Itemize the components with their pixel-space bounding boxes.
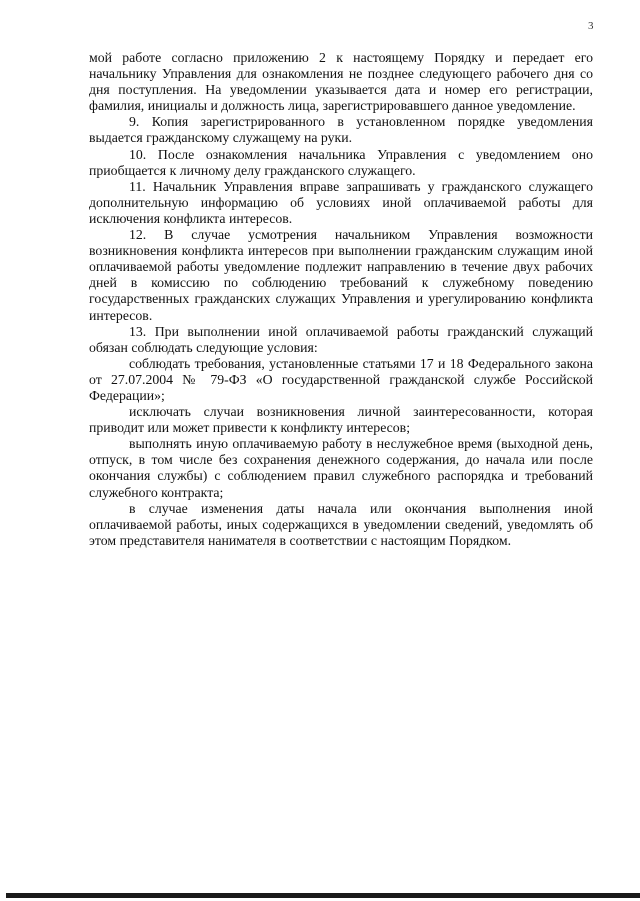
document-body	[89, 50, 593, 549]
paragraph-condition-3: выполнять иную оплачиваемую работу в неслужебное время (выходной день, отпуск, в том числе без сохранения денежного содержания, до начала или после окончания службы) с соблюдением правил служебного распорядка и требований служебного контракта;	[89, 436, 593, 500]
paragraph-item-13: 13. При выполнении иной оплачиваемой работы гражданский служащий обязан соблюдать следующие условия:	[89, 323, 593, 355]
paragraph-condition-1: соблюдать требования, установленные статьями 17 и 18 Федерального закона от 27.07.2004 № 79-ФЗ «О государственной гражданской службе Российской Федерации»;	[89, 355, 593, 403]
bottom-divider-line	[6, 893, 640, 898]
paragraph-item-11: 11. Начальник Управления вправе запрашивать у гражданского служащего дополнительную информацию об условиях иной оплачиваемой работы для исключения конфликта интересов.	[89, 178, 593, 226]
paragraph-condition-4: в случае изменения даты начала или окончания выполнения иной оплачиваемой работы, иных содержащихся в уведомлении сведений, уведомлять об этом представителя нанимателя в соответствии с настоящим Порядком.	[89, 500, 593, 548]
scan-bottom-edge	[0, 891, 640, 901]
paragraph-condition-2: исключать случаи возникновения личной заинтересованности, которая приводит или может привести к конфликту интересов;	[89, 404, 593, 436]
paragraph-continuation: мой работе согласно приложению 2 к настоящему Порядку и передает его начальнику Управления для ознакомления не позднее следующего рабочего дня со дня поступления. На уведомлении указывается дата и номер его регистрации, фамилия, инициалы и должность лица, зарегистрировавшего данное уведомление.	[89, 50, 593, 114]
page-number: 3	[588, 20, 594, 32]
paragraph-item-9: 9. Копия зарегистрированного в установленном порядке уведомления выдается гражданскому служащему на руки.	[89, 114, 593, 146]
paragraph-item-12: 12. В случае усмотрения начальником Управления возможности возникновения конфликта интересов при выполнении гражданским служащим иной оплачиваемой работы уведомление подлежит направлению в течение двух рабочих дней в комиссию по соблюдению требований к служебному поведению государственных гражданских служащих Управления и урегулированию конфликта интересов.	[89, 227, 593, 323]
paragraph-item-10: 10. После ознакомления начальника Управления с уведомлением оно приобщается к личному делу гражданского служащего.	[89, 146, 593, 178]
